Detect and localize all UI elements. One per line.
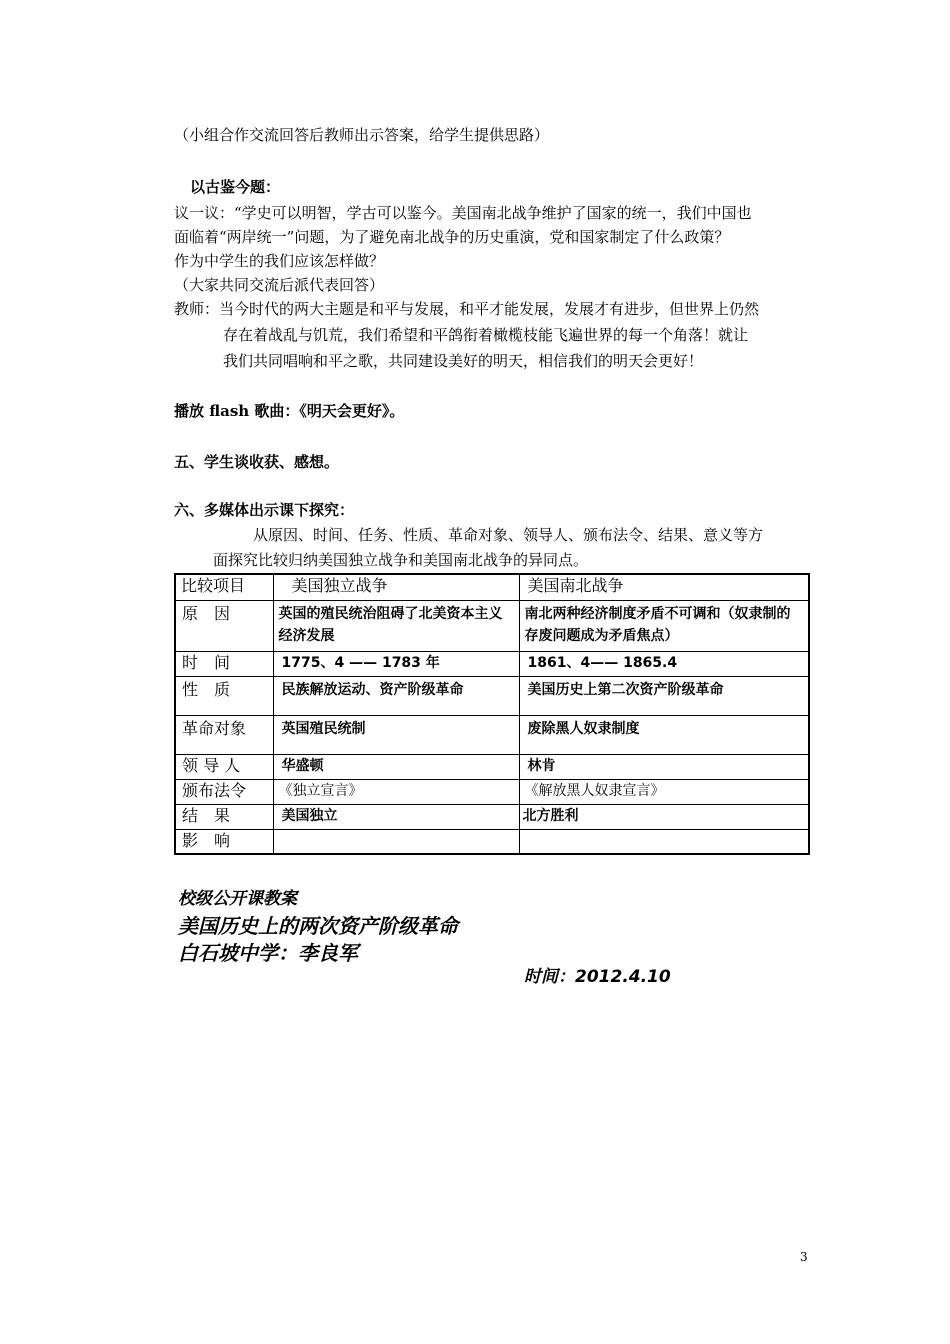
cell-independence: 美国独立 xyxy=(273,804,519,829)
cell-independence: 民族解放运动、资产阶级革命 xyxy=(273,676,519,715)
header-independence-war: 美国独立战争 xyxy=(273,574,519,600)
cell-civil: 南北两种经济制度矛盾不可调和（奴隶制的存废问题成为矛盾焦点） xyxy=(519,600,809,651)
teacher-line-3: 我们共同唱响和平之歌，共同建设美好的明天，相信我们的明天会更好！ xyxy=(223,352,704,370)
discussion-line-1: 议一议：“学史可以明智，学古可以鉴今。美国南北战争维护了国家的统一，我们中国也 xyxy=(174,204,752,222)
table-row xyxy=(175,676,809,715)
cell-civil: 美国历史上第二次资产阶级革命 xyxy=(519,676,809,715)
cell-civil: 北方胜利 xyxy=(519,804,809,829)
explore-line-2: 面探究比较归纳美国独立战争和美国南北战争的异同点。 xyxy=(213,551,589,569)
row-label: 领 导 人 xyxy=(175,754,273,779)
cell-civil: 《解放黑人奴隶宣言》 xyxy=(519,779,809,804)
cell-independence: 英国殖民统制 xyxy=(273,715,519,754)
cell-independence: 《独立宣言》 xyxy=(273,779,519,804)
header-compare-item: 比较项目 xyxy=(175,574,273,600)
table-row xyxy=(175,779,809,804)
row-label: 颁布法令 xyxy=(175,779,273,804)
table-row xyxy=(175,715,809,754)
song-line: 播放 flash 歌曲：《明天会更好》。 xyxy=(174,402,405,420)
intro-note: （小组合作交流回答后教师出示答案，给学生提供思路） xyxy=(174,126,550,144)
signature-line-1: 校级公开课教案 xyxy=(178,889,297,909)
cell-independence: 英国的殖民统治阻碍了北美资本主义经济发展 xyxy=(273,600,519,651)
table-row xyxy=(175,829,809,854)
section-6-heading: 六、多媒体出示课下探究： xyxy=(174,501,355,519)
header-civil-war: 美国南北战争 xyxy=(519,574,809,600)
table-row xyxy=(175,651,809,676)
cell-civil: 1861、4—— 1865.4 xyxy=(519,651,809,676)
page-number: 3 xyxy=(800,1250,808,1264)
table-row xyxy=(175,600,809,651)
row-label: 原 因 xyxy=(175,600,273,651)
signature-line-2: 美国历史上的两次资产阶级革命 xyxy=(178,914,458,938)
table-row xyxy=(175,754,809,779)
row-label: 性 质 xyxy=(175,676,273,715)
group-note: （大家共同交流后派代表回答） xyxy=(174,276,385,294)
cell-civil: 废除黑人奴隶制度 xyxy=(519,715,809,754)
cell-independence xyxy=(273,829,519,854)
row-label: 结 果 xyxy=(175,804,273,829)
section-heading: 以古鉴今题： xyxy=(190,178,281,196)
table-header-row xyxy=(175,574,809,600)
signature-date: 时间：2012.4.10 xyxy=(524,967,671,987)
row-label: 革命对象 xyxy=(175,715,273,754)
cell-independence: 1775、4 —— 1783 年 xyxy=(273,651,519,676)
comparison-table xyxy=(174,573,810,855)
cell-civil: 林肯 xyxy=(519,754,809,779)
row-label: 影 响 xyxy=(175,829,273,854)
cell-civil xyxy=(519,829,809,854)
row-label: 时 间 xyxy=(175,651,273,676)
explore-line-1: 从原因、时间、任务、性质、革命对象、领导人、颁布法令、结果、意义等方 xyxy=(253,526,764,544)
table-row xyxy=(175,804,809,829)
discussion-line-3: 作为中学生的我们应该怎样做？ xyxy=(174,252,385,270)
discussion-line-2: 面临着“两岸统一”问题，为了避免南北战争的历史重演，党和国家制定了什么政策？ xyxy=(174,228,730,246)
cell-independence: 华盛顿 xyxy=(273,754,519,779)
teacher-line-2: 存在着战乱与饥荒，我们希望和平鸽衔着橄榄枝能飞遍世界的每一个角落！就让 xyxy=(223,326,749,344)
section-5-heading: 五、学生谈收获、感想。 xyxy=(174,453,340,471)
signature-line-3: 白石坡中学：李良军 xyxy=(178,941,358,965)
teacher-line-1: 教师：当今时代的两大主题是和平与发展，和平才能发展，发展才有进步，但世界上仍然 xyxy=(174,300,760,318)
